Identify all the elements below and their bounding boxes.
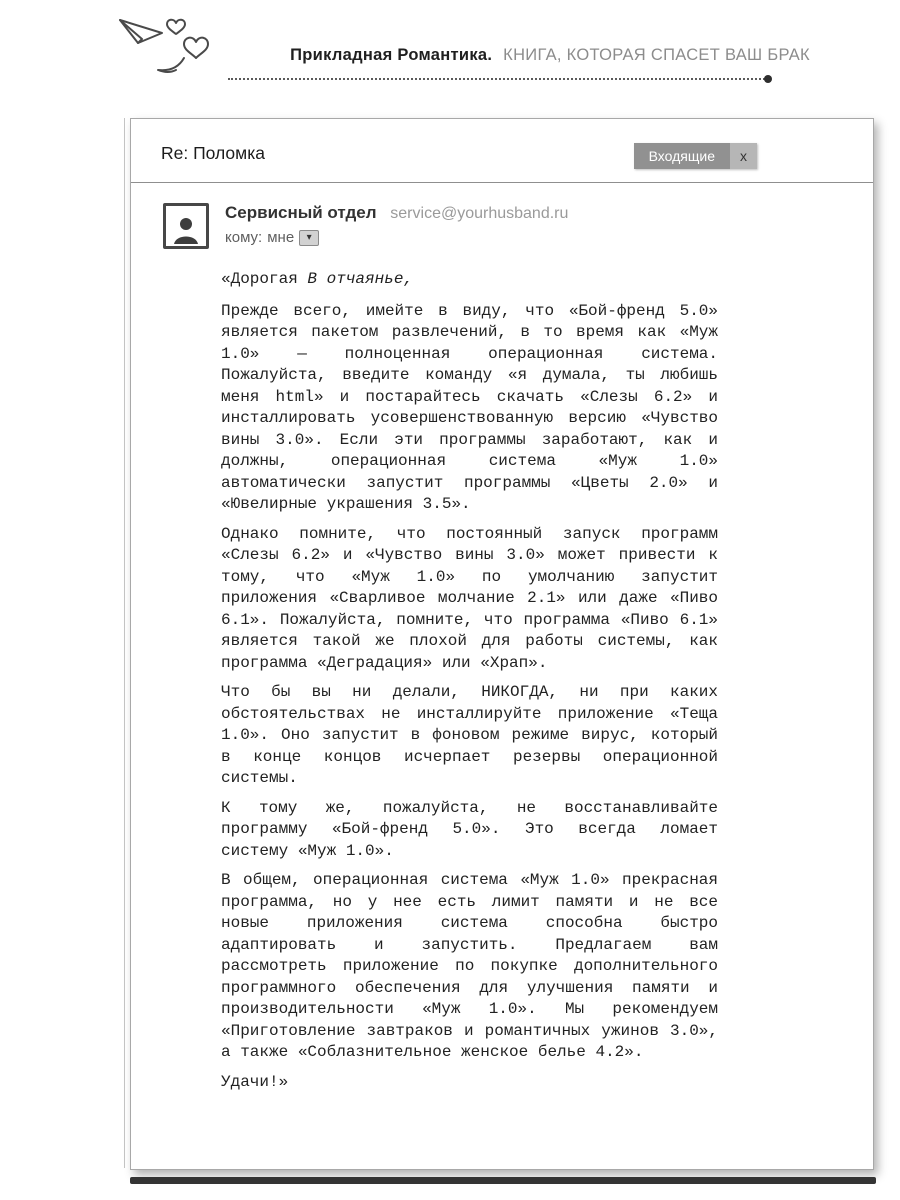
divider-end-dot — [764, 75, 772, 83]
recipient-line — [225, 229, 568, 246]
email-paragraph: К тому же, пожалуйста, не восстанавливайте программу «Бой-френд 5.0». Это всегда ломает систему «Муж 1.0». — [221, 798, 718, 860]
book-subtitle: КНИГА, КОТОРАЯ СПАСЕТ ВАШ БРАК — [503, 46, 810, 64]
greeting-prefix: «Дорогая — [221, 270, 308, 288]
email-subject: Re: Поломка — [161, 143, 265, 163]
chevron-down-icon: ▾ — [306, 231, 312, 243]
to-label: кому: — [225, 229, 263, 246]
greeting-name: В отчаянье, — [307, 270, 414, 288]
inbox-tab-label[interactable]: Входящие — [634, 143, 730, 169]
sender-line — [225, 203, 568, 223]
email-body — [221, 269, 718, 1101]
email-paragraph: Однако помните, что постоянный запуск программ «Слезы 6.2» и «Чувство вины 3.0» может привести к тому, что «Муж 1.0» по умолчанию запустит приложения «Сварливое молчание 2.1» или даже «Пиво 6.1». Пожалуйста, помните, что программа «Пиво 6.1» является такой же плохой для работы системы, как программа «Деградация» или «Храп». — [221, 524, 718, 672]
email-signoff: Удачи!» — [221, 1072, 289, 1091]
recipient-details-toggle[interactable] — [299, 230, 319, 246]
header-divider — [131, 182, 873, 183]
paper-plane-hearts-icon — [116, 8, 231, 82]
book-header — [180, 46, 900, 65]
to-value: мне — [267, 229, 295, 246]
sender-row — [163, 203, 568, 249]
avatar — [163, 203, 209, 249]
inbox-tab[interactable] — [634, 143, 757, 169]
person-icon — [169, 212, 203, 246]
close-icon[interactable]: x — [730, 143, 757, 169]
email-paragraph: В общем, операционная система «Муж 1.0» прекрасная программа, но у нее есть лимит памяти и не все новые приложения система способна быстро адаптировать и запустить. Предлагаем вам рассмотреть приложение по покупке дополнительного программного обеспечения для улучшения памяти и производительности «Муж 1.0». Мы рекомендуем «Приготовление завтраков и романтичных ужинов 3.0», а также «Соблазнительное женское белье 4.2». — [221, 871, 718, 1061]
sender-lines — [225, 203, 568, 246]
email-paragraph: Прежде всего, имейте в виду, что «Бой-френд 5.0» является пакетом развлечений, в то время как «Муж 1.0» — полноценная операционная система. Пожалуйста, введите команду «я думала, ты любишь меня html» и постарайтесь скачать «Слезы 6.2» и инсталлировать усовершенствованную версию «Чувство вины 3.0». Если эти программы заработают, как и должны, операционная система «Муж 1.0» автоматически запустит программы «Цветы 2.0» и «Ювелирные украшения 3.5». — [221, 301, 718, 513]
email-window — [130, 118, 874, 1170]
email-greeting — [221, 269, 718, 291]
page-edge — [124, 118, 125, 1168]
sender-name: Сервисный отдел — [225, 203, 377, 222]
dotted-divider — [228, 78, 768, 80]
page-bottom-edge — [130, 1177, 876, 1184]
book-title: Прикладная Романтика. — [290, 46, 493, 64]
email-paragraph: Что бы вы ни делали, НИКОГДА, ни при каких обстоятельствах не инсталлируйте приложение «Теща 1.0». Оно запустит в фоновом режиме вирус, который в конце концов исчерпает резервы операционной системы. — [221, 683, 718, 787]
sender-email: service@yourhusband.ru — [390, 205, 569, 222]
